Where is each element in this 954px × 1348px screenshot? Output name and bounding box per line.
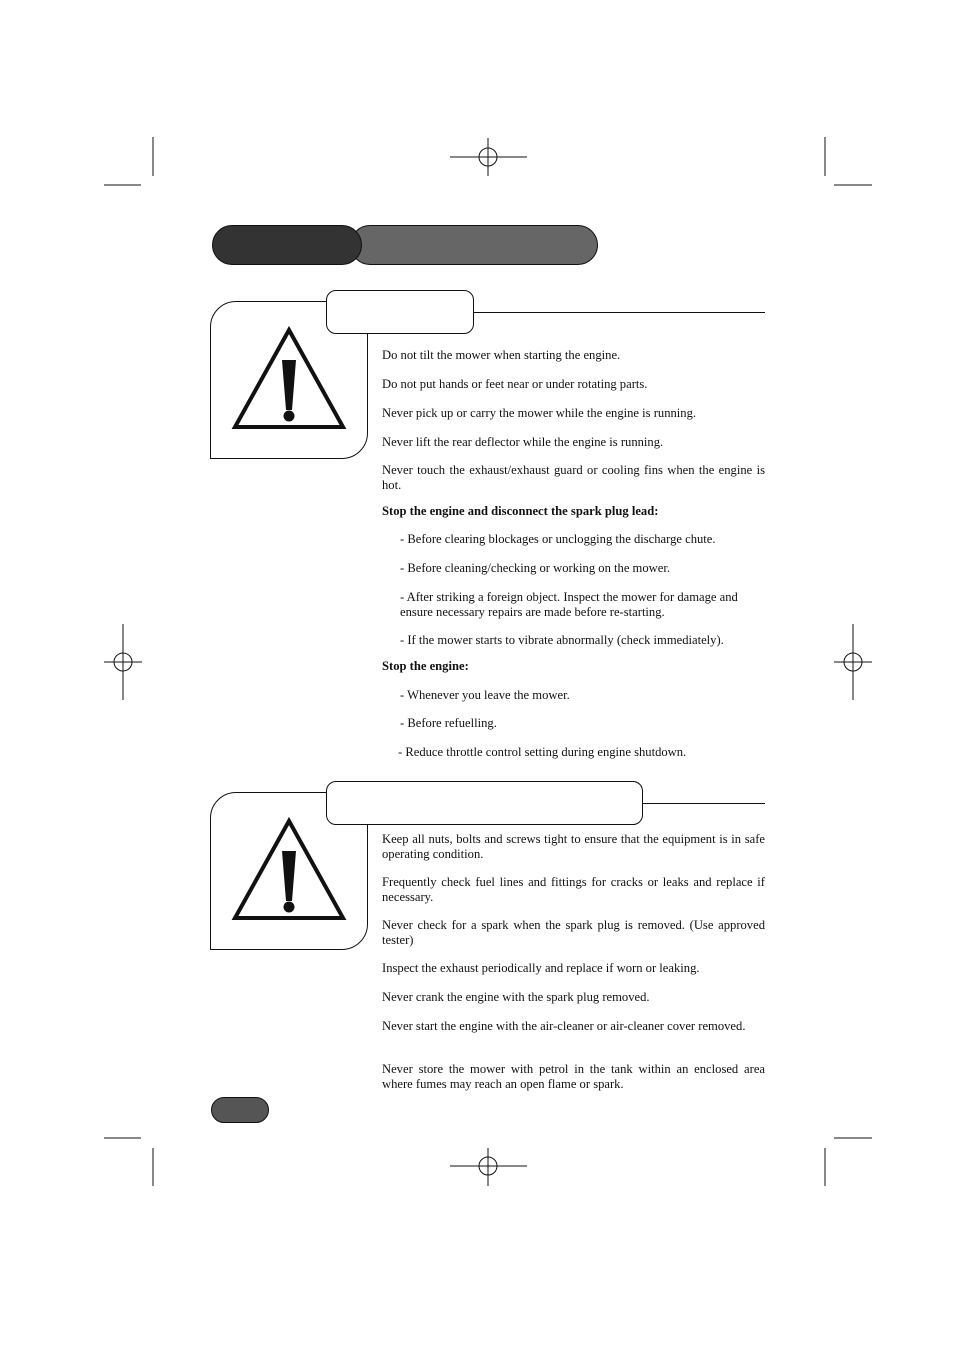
page-number-badge [211, 1097, 269, 1123]
maintenance-item: Frequently check fuel lines and fittings for cracks or leaks and replace if necessary. [382, 875, 765, 904]
maintenance-item: Never start the engine with the air-cleaner or air-cleaner cover removed. [382, 1019, 746, 1033]
bullet-item: - Whenever you leave the mower. [400, 688, 570, 702]
maintenance-item: Inspect the exhaust periodically and replace if worn or leaking. [382, 961, 700, 975]
safety-item: Never pick up or carry the mower while the engine is running. [382, 406, 697, 420]
bullet-item: - Before refuelling. [400, 716, 497, 730]
bullet-item: - Before cleaning/checking or working on the mower. [400, 561, 670, 575]
maintenance-item: Keep all nuts, bolts and screws tight to ensure that the equipment is in safe operating condition. [382, 832, 765, 861]
bullet-item: - Reduce throttle control setting during engine shutdown. [398, 745, 687, 759]
stop-engine-heading: Stop the engine: [382, 659, 469, 673]
section-tab-dark [212, 225, 362, 265]
maintenance-item: Never crank the engine with the spark plug removed. [382, 990, 650, 1004]
section-title-tab-2 [326, 781, 643, 825]
section-title-rule-2 [643, 803, 765, 804]
section-tab-grey [350, 225, 598, 265]
section-title-rule-1 [474, 312, 765, 313]
maintenance-item: Never store the mower with petrol in the tank within an enclosed area where fumes may reach an open flame or spark. [382, 1062, 765, 1091]
safety-item: Do not put hands or feet near or under rotating parts. [382, 377, 648, 391]
bullet-item: - Before clearing blockages or unclogging the discharge chute. [400, 532, 716, 546]
safety-item: Never lift the rear deflector while the engine is running. [382, 435, 664, 449]
safety-item: Never touch the exhaust/exhaust guard or cooling fins when the engine is hot. [382, 463, 765, 492]
maintenance-item: Never check for a spark when the spark plug is removed. (Use approved tester) [382, 918, 765, 947]
bullet-item: - If the mower starts to vibrate abnormally (check immediately). [400, 633, 724, 647]
bullet-item: - After striking a foreign object. Inspect the mower for damage and ensure necessary repairs are made before re-starting. [400, 590, 738, 619]
section-title-tab-1 [326, 290, 474, 334]
stop-disconnect-heading: Stop the engine and disconnect the spark plug lead: [382, 504, 659, 518]
safety-item: Do not tilt the mower when starting the engine. [382, 348, 621, 362]
